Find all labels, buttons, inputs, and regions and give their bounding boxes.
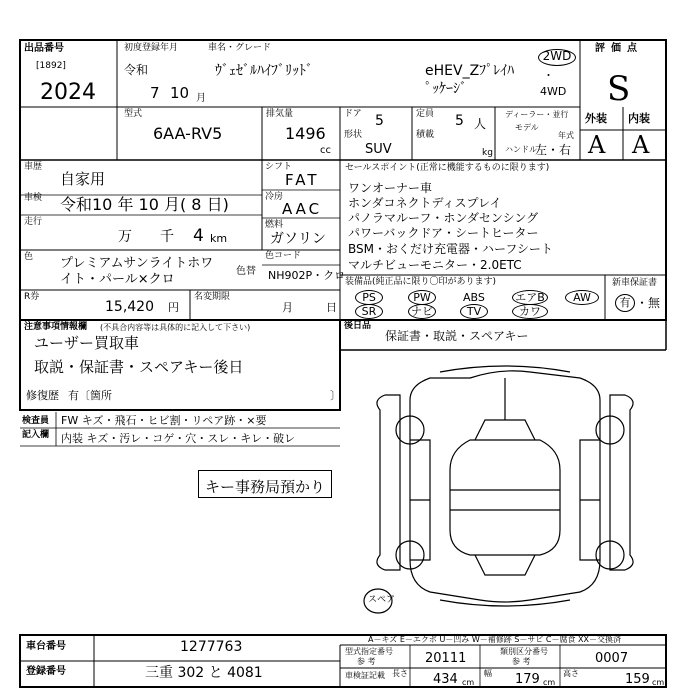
after-value: 保証書・取説・スペアキー: [385, 329, 529, 343]
color-code: NH902P・クロ: [268, 269, 346, 282]
equipment-aw: AW: [565, 290, 599, 305]
name-label: 車名・グレード: [208, 43, 272, 53]
warranty-label: 新車保証書: [612, 278, 658, 288]
chassis-label: 車台番号: [26, 641, 66, 652]
equipment-tv: TV: [460, 304, 488, 319]
handle-label: ハンドル: [505, 145, 537, 154]
equipment-label: 装備品(純正品に限り〇印があります): [345, 277, 497, 287]
notes-line-2: 取説・保証書・スペアキー後日: [34, 358, 244, 376]
sales-point-item: ワンオーナー車: [348, 181, 433, 195]
name-change-day: 日: [326, 301, 337, 314]
displacement-value: 1496: [285, 124, 326, 143]
name-change-label: 名変期限: [194, 292, 231, 302]
length-label: 長さ: [392, 669, 408, 678]
designation-value: 20111: [425, 651, 467, 666]
length-value: 434: [433, 672, 458, 687]
fuel-label: 燃料: [265, 220, 284, 230]
drive-2wd: 2WD: [538, 49, 576, 66]
use-label: 車歴: [24, 162, 43, 172]
grade-line-1: eHEV_Zﾌﾟﾚｲﾊ: [425, 63, 515, 79]
after-label: 後日品: [344, 321, 372, 331]
registration-month: 10: [170, 84, 190, 102]
color-change-label: 色替: [236, 266, 256, 277]
color-code-label: 色コード: [265, 251, 302, 261]
lot-sub: [1892]: [36, 61, 66, 71]
name-change-month: 月: [282, 301, 293, 314]
height-label: 高さ: [563, 669, 579, 678]
equipment-sr: SR: [355, 304, 383, 319]
warranty-no: ・無: [636, 296, 661, 310]
displacement-label: 排気量: [266, 109, 294, 119]
notes-line-1: ユーザー買取車: [34, 334, 140, 352]
displacement-unit: cc: [320, 145, 331, 156]
dimensions-label: 車検証記載: [345, 671, 385, 680]
fuel-value: ガソリン: [270, 231, 326, 247]
drive-dot: ・: [543, 69, 554, 82]
equipment-navi: ナビ: [408, 304, 436, 319]
lot-year: 2024: [40, 80, 96, 105]
lot-label: 出品番号: [24, 43, 64, 54]
shape-label: 形状: [344, 130, 363, 140]
length-unit: cm: [462, 678, 475, 687]
interior-score: A: [632, 131, 650, 159]
recycle-unit: 円: [168, 301, 179, 314]
color-label: 色: [24, 252, 34, 262]
registration-era: 令和: [124, 63, 149, 77]
sales-point-item: マルチビューモニター・2.0ETC: [348, 258, 522, 272]
exterior-score: A: [588, 131, 606, 159]
grade-line-2: ﾟｯｹｰｼﾞ: [425, 81, 467, 97]
model-label: 型式: [124, 109, 143, 119]
spare-label: スペア: [368, 595, 396, 605]
mileage-unit: km: [210, 232, 228, 245]
notes-sub: (不具合内容等は具体的に記入して下さい): [100, 323, 251, 332]
registration-year: 7: [150, 84, 160, 102]
model-value: 6AA-RV5: [153, 124, 223, 143]
checker-label-1: 検査員: [22, 416, 50, 426]
capacity-label: 定員: [416, 109, 435, 119]
interior-label: 内装: [628, 112, 650, 125]
width-unit: cm: [543, 678, 556, 687]
registration-label: 初度登録年月: [124, 43, 179, 53]
checker-line-1: FW キズ・飛石・ヒビ割・リペア跡・×要: [61, 414, 267, 427]
registration-month-unit: 月: [196, 93, 206, 104]
mileage-man: 万: [118, 229, 132, 245]
notes-label: 注意事項情報欄: [24, 322, 88, 332]
category-ref: 参 考: [512, 657, 531, 666]
checker-label-2: 記入欄: [22, 430, 50, 440]
inspection-value: 令和10 年 10 月( 8 日): [60, 195, 229, 214]
model-year-label: モデル: [515, 123, 539, 132]
car-name: ｳﾞｪｾﾞﾙﾊｲﾌﾞﾘｯﾄﾞ: [215, 63, 313, 79]
load-unit: kg: [482, 148, 493, 158]
car-diagram: [364, 366, 633, 613]
plate-value: 三重 302 と 4081: [145, 665, 263, 681]
mileage-value: 4: [193, 226, 204, 246]
shape-value: SUV: [365, 142, 392, 157]
width-value: 179: [515, 672, 540, 687]
score-label: 評価点: [595, 43, 643, 54]
aircon-value: AAC: [282, 200, 323, 218]
sales-point-item: パワーバックドア・シートヒーター: [348, 226, 539, 240]
use-value: 自家用: [60, 170, 106, 188]
equipment-pw: PW: [408, 290, 436, 305]
exterior-label: 外装: [585, 112, 607, 125]
height-value: 159: [625, 672, 650, 687]
damage-legend: A－キズ E－エクボ U－凹み W－補修跡 S－サビ C－腐食 XX－交換済: [368, 635, 622, 644]
doors-value: 5: [375, 113, 384, 129]
mileage-label: 走行: [24, 217, 43, 227]
checker-line-2: 内装 キズ・汚レ・コゲ・穴・スレ・キレ・破レ: [61, 432, 296, 445]
year-label: 年式: [558, 131, 574, 140]
plate-label: 登録番号: [26, 666, 66, 677]
handle-value: 左・右: [535, 143, 572, 157]
color-line-1: プレミアムサンライトホワ: [60, 256, 214, 271]
load-label: 積載: [416, 130, 435, 140]
width-label: 幅: [484, 669, 492, 678]
key-stamp: キー事務局預かり: [198, 470, 332, 498]
equipment-ps: PS: [355, 290, 383, 305]
aircon-label: 冷房: [265, 192, 284, 202]
repair-label: 修復歴: [26, 389, 59, 402]
score-value: S: [607, 69, 631, 109]
height-unit: cm: [652, 678, 665, 687]
recycle-label: R券: [24, 292, 40, 302]
recycle-value: 15,420: [105, 299, 154, 315]
designation-ref: 参 考: [357, 657, 376, 666]
designation-label: 型式指定番号: [345, 647, 393, 656]
shift-label: シフト: [265, 162, 293, 172]
capacity-value: 5: [455, 113, 464, 129]
shift-value: FAT: [285, 171, 320, 189]
dealer-label: ディーラー・並行: [505, 110, 569, 119]
drive-4wd: 4WD: [540, 85, 567, 98]
repair-value: 有〔箇所: [68, 389, 112, 402]
inspection-label: 車検: [24, 193, 43, 203]
category-label: 類別区分番号: [500, 647, 548, 656]
chassis-value: 1277763: [180, 639, 243, 655]
sales-points-label: セールスポイント(正常に機能するものに限ります): [345, 163, 550, 173]
equipment-airbag: エアB: [512, 290, 548, 305]
capacity-unit: 人: [474, 117, 487, 131]
equipment-leather: カワ: [512, 304, 548, 319]
category-value: 0007: [595, 651, 629, 666]
mileage-sen: 千: [160, 229, 174, 245]
sales-point-item: ホンダコネクトディスプレイ: [348, 196, 502, 210]
equipment-abs: ABS: [463, 291, 485, 304]
warranty-yes: 有: [615, 294, 635, 312]
repair-end: 〕: [330, 389, 341, 402]
doors-label: ドア: [344, 109, 362, 119]
sales-point-item: BSM・おくだけ充電器・ハーフシート: [348, 242, 553, 256]
color-line-2: イト・パール×クロ: [60, 272, 175, 287]
sales-point-item: パノラマルーフ・ホンダセンシング: [348, 211, 539, 225]
